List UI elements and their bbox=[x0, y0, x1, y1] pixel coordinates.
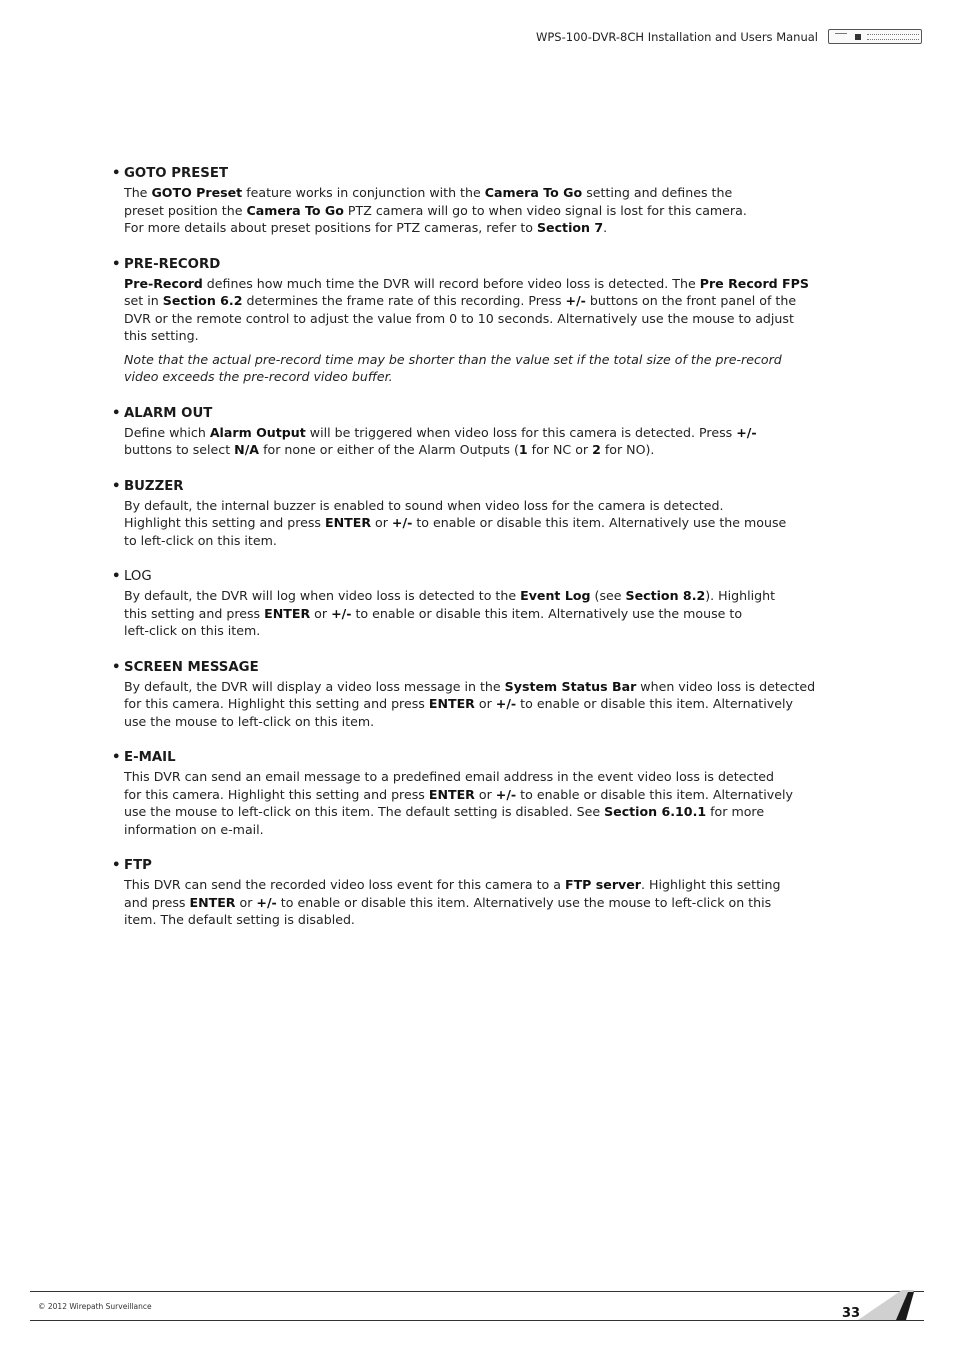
emphasized-term: FTP server bbox=[564, 877, 642, 892]
bullet-icon: • bbox=[112, 478, 121, 494]
text-run: By default, the DVR will log when video loss is detected to the bbox=[124, 588, 521, 603]
text-run: For more details about preset positions for PTZ cameras, refer to bbox=[124, 220, 537, 235]
setting-section bbox=[112, 404, 864, 459]
section-heading bbox=[112, 477, 864, 497]
section-body bbox=[124, 184, 864, 237]
section-heading-text: E-MAIL bbox=[124, 750, 176, 765]
body-paragraph bbox=[124, 497, 864, 550]
text-run: when video loss is detected bbox=[636, 678, 816, 694]
bullet-icon: • bbox=[112, 405, 121, 421]
setting-section bbox=[112, 164, 864, 237]
text-run: video exceeds the pre-record video buffer. bbox=[124, 369, 393, 384]
note-paragraph bbox=[124, 351, 864, 386]
footer-bottom-rule bbox=[30, 1320, 924, 1321]
emphasized-term: Section 6.2 bbox=[162, 293, 243, 308]
text-run: (see bbox=[590, 588, 626, 603]
setting-section bbox=[112, 255, 864, 386]
text-run: buttons to select bbox=[124, 442, 235, 457]
text-run: By default, the DVR will display a video loss message in the bbox=[124, 678, 505, 694]
emphasized-term: +/- bbox=[565, 293, 586, 308]
text-run: or bbox=[310, 605, 332, 621]
text-run: to left-click on this item. bbox=[124, 532, 277, 548]
text-run: Highlight this setting and press bbox=[124, 515, 325, 530]
emphasized-term: ENTER bbox=[428, 696, 475, 711]
section-heading-text: ALARM OUT bbox=[124, 405, 213, 421]
emphasized-term: Camera To Go bbox=[246, 202, 344, 218]
text-run: or bbox=[235, 894, 257, 910]
section-body bbox=[124, 678, 864, 731]
text-run: DVR or the remote control to adjust the value from 0 to 10 seconds. Alternatively use the mouse to adjust bbox=[124, 310, 794, 326]
bullet-icon: • bbox=[112, 569, 121, 584]
page-tab-graphic bbox=[858, 1289, 916, 1321]
section-body bbox=[124, 497, 864, 550]
text-run: . bbox=[603, 220, 608, 235]
text-run: will be triggered when video loss for this camera is detected. Press bbox=[305, 424, 737, 440]
bullet-icon: • bbox=[112, 659, 121, 675]
bullet-icon: • bbox=[112, 858, 121, 873]
emphasized-term: Section 8.2 bbox=[625, 588, 706, 603]
text-run: setting and defines the bbox=[582, 185, 733, 200]
text-run: and press bbox=[124, 894, 190, 910]
text-run: ). Highlight bbox=[705, 588, 776, 603]
emphasized-term: 1 bbox=[518, 442, 528, 457]
page-number: 33 bbox=[842, 1306, 861, 1321]
text-run: to enable or disable this item. Alternatively use the mouse to bbox=[351, 605, 743, 621]
section-heading-text: GOTO PRESET bbox=[124, 166, 229, 181]
section-heading bbox=[112, 856, 864, 876]
text-run: This DVR can send an email message to a predefined email address in the event video loss is detected bbox=[124, 769, 775, 784]
text-run: for this camera. Highlight this setting and press bbox=[124, 696, 429, 711]
text-run: . Highlight this setting bbox=[641, 877, 781, 892]
emphasized-term: +/- bbox=[495, 696, 517, 711]
document-body bbox=[112, 164, 864, 947]
bullet-icon: • bbox=[112, 256, 121, 272]
text-run: The bbox=[124, 185, 152, 200]
setting-section bbox=[112, 748, 864, 838]
emphasized-term: +/- bbox=[736, 424, 757, 440]
text-run: to enable or disable this item. Alternatively bbox=[516, 786, 793, 802]
emphasized-term: +/- bbox=[331, 605, 352, 621]
body-paragraph bbox=[124, 876, 864, 929]
setting-section bbox=[112, 567, 864, 640]
body-paragraph bbox=[124, 678, 864, 731]
emphasized-term: 2 bbox=[592, 442, 601, 457]
section-heading-text: BUZZER bbox=[124, 478, 184, 494]
text-run: preset position the bbox=[124, 202, 247, 218]
section-heading-text: FTP bbox=[124, 858, 152, 873]
emphasized-term: Section 6.10.1 bbox=[604, 804, 707, 819]
text-run: use the mouse to left-click on this item. bbox=[124, 713, 375, 729]
emphasized-term: ENTER bbox=[324, 515, 372, 530]
section-heading bbox=[112, 658, 864, 678]
text-run: to enable or disable this item. Alternatively bbox=[516, 696, 793, 711]
emphasized-term: GOTO Preset bbox=[151, 185, 243, 200]
text-run: for NO). bbox=[600, 442, 655, 457]
text-run: use the mouse to left-click on this item. The default setting is disabled. See bbox=[124, 804, 605, 819]
text-run: for more bbox=[706, 804, 765, 819]
text-run: information on e-mail. bbox=[124, 821, 264, 837]
body-paragraph bbox=[124, 184, 864, 237]
section-heading bbox=[112, 748, 864, 768]
text-run: defines how much time the DVR will record before video loss is detected. The bbox=[202, 275, 700, 291]
text-run: or bbox=[474, 786, 496, 802]
section-heading-text: SCREEN MESSAGE bbox=[124, 659, 259, 675]
bullet-icon: • bbox=[112, 750, 121, 765]
setting-section bbox=[112, 477, 864, 550]
text-run: By default, the internal buzzer is enabled to sound when video loss for the camera is detected. bbox=[124, 497, 724, 513]
footer-top-rule bbox=[30, 1291, 924, 1292]
emphasized-term: ENTER bbox=[264, 605, 311, 621]
section-body bbox=[124, 587, 864, 640]
text-run: or bbox=[474, 696, 496, 711]
section-body bbox=[124, 424, 864, 459]
section-heading bbox=[112, 255, 864, 275]
emphasized-term: +/- bbox=[495, 786, 517, 802]
text-run: this setting. bbox=[124, 328, 199, 343]
emphasized-term: System Status Bar bbox=[504, 678, 637, 694]
body-paragraph bbox=[124, 768, 864, 838]
dvr-device-icon bbox=[828, 29, 922, 44]
text-run: buttons on the front panel of the bbox=[585, 293, 797, 308]
text-run: feature works in conjunction with the bbox=[242, 185, 485, 200]
section-heading bbox=[112, 164, 864, 184]
text-run: determines the frame rate of this recording. Press bbox=[242, 293, 566, 308]
text-run: or bbox=[371, 515, 392, 530]
emphasized-term: +/- bbox=[256, 894, 277, 910]
emphasized-term: Event Log bbox=[520, 588, 591, 603]
text-run: to enable or disable this item. Alternatively use the mouse bbox=[412, 515, 787, 530]
manual-title: WPS-100-DVR-8CH Installation and Users Manual bbox=[536, 30, 818, 44]
section-heading bbox=[112, 567, 864, 587]
text-run: left-click on this item. bbox=[124, 623, 261, 638]
emphasized-term: Camera To Go bbox=[484, 185, 583, 200]
text-run: for none or either of the Alarm Outputs ( bbox=[259, 442, 519, 457]
emphasized-term: Pre-Record bbox=[124, 275, 203, 291]
body-paragraph bbox=[124, 424, 864, 459]
emphasized-term: Alarm Output bbox=[209, 424, 306, 440]
text-run: item. The default setting is disabled. bbox=[124, 912, 355, 927]
emphasized-term: Section 7 bbox=[536, 220, 604, 235]
text-run: for this camera. Highlight this setting and press bbox=[124, 786, 429, 802]
section-heading bbox=[112, 404, 864, 424]
section-body bbox=[124, 768, 864, 838]
bullet-icon: • bbox=[112, 166, 121, 181]
text-run: Note that the actual pre-record time may be shorter than the value set if the total size of the pre-record bbox=[124, 351, 782, 367]
section-heading-text: LOG bbox=[124, 569, 152, 584]
emphasized-term: Pre Record FPS bbox=[699, 275, 809, 291]
text-run: PTZ camera will go to when video signal is lost for this camera. bbox=[343, 202, 747, 218]
setting-section bbox=[112, 658, 864, 731]
section-heading-text: PRE-RECORD bbox=[124, 256, 221, 272]
text-run: Define which bbox=[124, 424, 210, 440]
text-run: This DVR can send the recorded video loss event for this camera to a bbox=[124, 877, 565, 892]
body-paragraph bbox=[124, 587, 864, 640]
emphasized-term: +/- bbox=[391, 515, 413, 530]
text-run: for NC or bbox=[527, 442, 593, 457]
setting-section bbox=[112, 856, 864, 929]
emphasized-term: ENTER bbox=[189, 894, 236, 910]
emphasized-term: N/A bbox=[234, 442, 260, 457]
section-body bbox=[124, 275, 864, 386]
emphasized-term: ENTER bbox=[428, 786, 475, 802]
copyright-text: © 2012 Wirepath Surveillance bbox=[38, 1302, 152, 1311]
body-paragraph bbox=[124, 275, 864, 345]
section-body bbox=[124, 876, 864, 929]
text-run: this setting and press bbox=[124, 605, 265, 621]
text-run: set in bbox=[124, 293, 163, 308]
text-run: to enable or disable this item. Alternatively use the mouse to left-click on this bbox=[276, 894, 772, 910]
